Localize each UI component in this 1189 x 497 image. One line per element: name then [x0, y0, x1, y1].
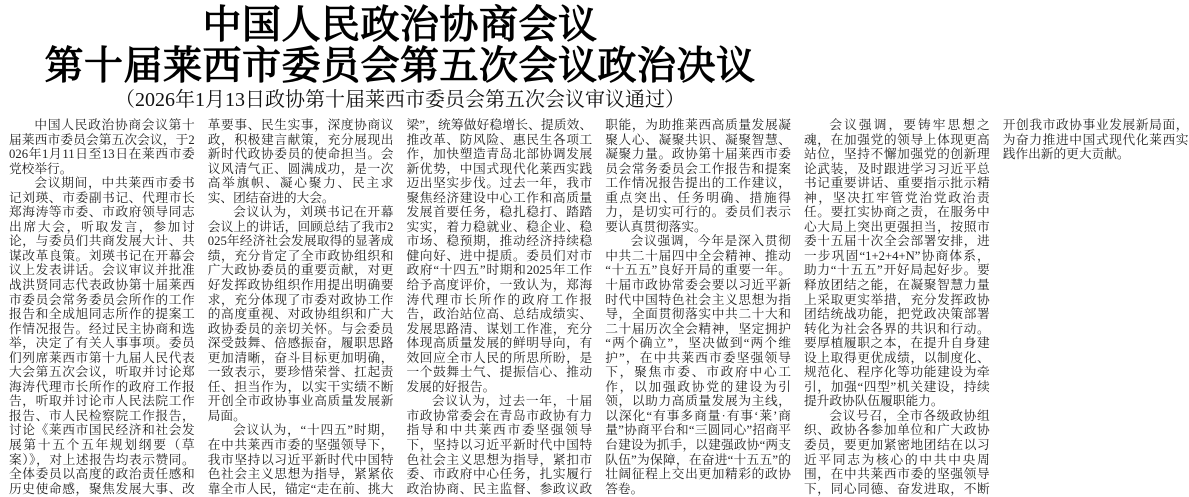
title-line-2: 第十届莱西市委员会第五次会议政治决议 [44, 45, 756, 88]
body-paragraph: 会议强调，要铸牢思想之魂，在加强党的领导上体现更高站位，坚持不懈加强党的创新理论武装，及时跟进学习习近平总书记重要讲话、重要指示批示精神，坚决扛牢管党治党政治责任。要扛实协商之责，在服务中心大局上突出更强担当，按照市委十五届十次全会部署安排，进一步巩固“1+2+4+N”协商体系，助力“十五五”开好局起好步。要释放团结之能，在凝聚智慧力量上采取更实举措，充分发挥政协团结统战功能，把党政决策部署转化为社会各界的共识和行动。要厚植履职之本，在提升自身建设上取得更优成绩，以制度化、规范化、程序化等功能建设为牵引，加强“四型”机关建设，持续提升政协队伍履职能力。 [804, 118, 990, 409]
document-title [9, 5, 791, 87]
body-paragraph: 会议号召，全市各级政协组织、政协各参加单位和广大政协委员，要更加紧密地团结在以习近平同志为核心的中共中央周围，在中共莱西市委的坚强领导下，同心同德、奋发进取，不断开创我市政协事业发展新局面，为奋力推进中国式现代化莱西实践作出新的更大贡献。 [804, 118, 1189, 496]
body-paragraph: 会议期间，中共莱西市委书记刘瑛、市委副书记、代理市长郑海涛等市委、市政府领导同志出席大会，听取发言，参加讨论，与委员们共商发展大计、共谋改革良策。刘瑛书记在开幕会议上发表讲话。会议审议并批准战洪贤同志代表政协第十届莱西市委员会常务委员会所作的工作报告和全成旭同志所作的提案工作情况报告。经过民主协商和选举，决定了有关人事事项。委员们列席莱西市第十九届人民代表大会第五次会议，听取并讨论郑海涛代理市长所作的政府工作报告，听取并讨论市人民法院工作报告、市人民检察院工作报告，讨论《莱西市国民经济和社会发展第十五个五年规划纲要（草案）》，对上述报告均表示赞同。全体委员以高度的政治责任感和历史使命感，聚焦发展大事、改革要事、民生实事，深度协商议政，积极建言献策，充分展现出新时代政协委员的使命担当。会议风清气正、圆满成功，是一次高举旗帜、凝心聚力、民主求实、团结奋进的大会。 [9, 118, 394, 496]
article-body [9, 118, 1189, 497]
body-paragraph: 会议认为，刘瑛书记在开幕会议上的讲话，回顾总结了我市2025年经济社会发展取得的显著成绩，充分肯定了全市政协组织和广大政协委员的重要贡献，对更好发挥政协组织作用提出明确要求，充分体现了市委对政协工作的高度重视、对政协组织和广大政协委员的亲切关怀。与会委员深受鼓舞、倍感振奋，履职思路更加清晰，奋斗目标更加明确，一致表示，要珍惜荣誉、扛起责任、担当作为，以实干实绩不断开创全市政协事业高质量发展新局面。 [207, 205, 394, 423]
body-paragraph: 会议认为，“十四五”时期，在中共莱西市委的坚强领导下，我市坚持以习近平新时代中国特色社会主义思想为指导，紧紧依靠全市人民，锚定“走在前、挑大梁”，统筹做好稳增长、提质效、推改革、防风险、惠民生各项工作，加快塑造青岛北部协调发展新优势，中国式现代化莱西实践迈出坚实步伐。过去一年，我市聚焦经济建设中心工作和高质量发展首要任务，稳扎稳打、踏踏实实，着力稳就业、稳企业、稳市场、稳预期，推动经济持续稳健向好、进中提质。委员们对市政府“十四五”时期和2025年工作给予高度评价，一致认为，郑海涛代理市长所作的政府工作报告，政治站位高、总结成绩实、发展思路清、谋划工作准，充分体现高质量发展的鲜明导向，有效回应全市人民的所思所盼，是一个鼓舞士气、提振信心、推动发展的好报告。 [207, 118, 593, 496]
body-paragraph: 中国人民政治协商会议第十届莱西市委员会第五次会议，于2026年1月11日至13日在莱西市委党校举行。 [9, 118, 195, 176]
body-paragraph: 会议认为，过去一年，十届市政协常委会在青岛市政协有力指导和中共莱西市委坚强领导下，坚持以习近平新时代中国特色社会主义思想为指导，紧扣市委、市政府中心任务，扎实履行政治协商、民主监督、参政议政职能，为助推莱西高质量发展凝聚人心、凝聚共识、凝聚智慧、凝聚力量。政协第十届莱西市委员会常务委员会工作报告和提案工作情况报告提出的工作建议，重点突出、任务明确、措施得力，是切实可行的。委员们表示要认真贯彻落实。 [406, 118, 791, 496]
document-subtitle: （2026年1月13日政协第十届莱西市委员会第五次会议审议通过） [115, 89, 685, 111]
title-line-1: 中国人民政治协商会议 [202, 4, 598, 47]
document-header [9, 5, 791, 111]
body-paragraph: 会议强调，今年是深入贯彻中共二十届四中全会精神、推动“十五五”良好开局的重要一年。十届市政协常委会要以习近平新时代中国特色社会主义思想为指导，全面贯彻落实中共二十大和二十届历次全会精神，坚定拥护“两个确立”，坚决做到“两个维护”，在中共莱西市委坚强领导下，聚焦市委、市政府中心工作，以加强政协党的建设为引领，以助力高质量发展为主线，以深化“有事多商量·有事‘莱’商量”协商平台和“三圆同心”招商平台建设为抓手，以建强政协“两支队伍”为保障，在奋进“十五五”的壮阔征程上交出更加精彩的政协答卷。 [605, 234, 791, 496]
